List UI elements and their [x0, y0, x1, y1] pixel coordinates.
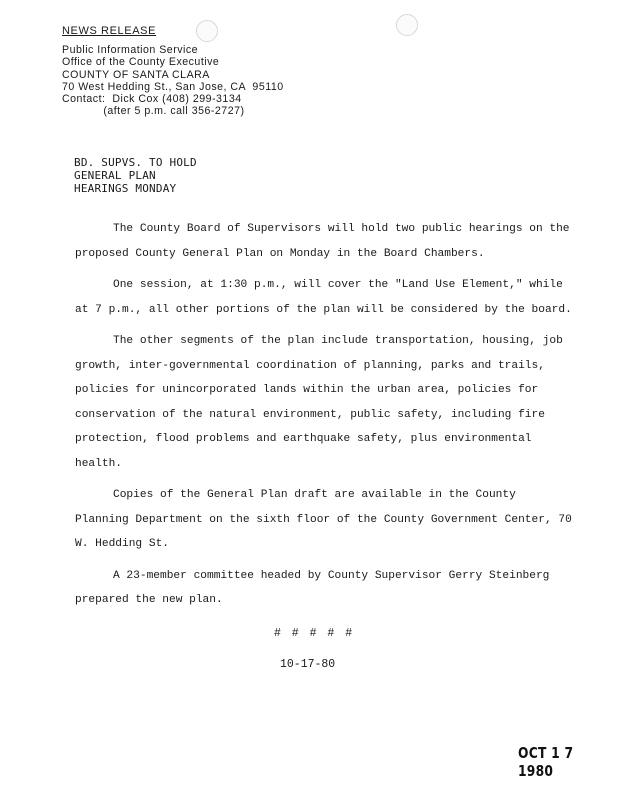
contact-line: Contact: Dick Cox (408) 299-3134: [62, 93, 242, 106]
headline-line: HEARINGS MONDAY: [74, 182, 177, 195]
headline-line: BD. SUPVS. TO HOLD: [74, 156, 197, 169]
office-line: COUNTY OF SANTA CLARA: [62, 68, 210, 81]
punch-hole: [396, 14, 418, 36]
body-paragraph: The other segments of the plan include transportation, housing, job growth, inter-governmental coordination of planning, parks and trails, policies for unincorporated lands within the urban area, policies for conservation of the natural environment, public safety, including fire protection, flood problems and earthquake safety, plus environmental health.: [75, 335, 563, 470]
end-marks: # # # # #: [274, 627, 355, 640]
office-contact-block: [62, 44, 284, 118]
contact-after-hours-line: (after 5 p.m. call 356-2727): [62, 105, 245, 118]
body-paragraph: One session, at 1:30 p.m., will cover the "Land Use Element," while at 7 p.m., all other portions of the plan will be considered by the board.: [75, 279, 572, 316]
release-body: [75, 217, 575, 620]
body-paragraph: The County Board of Supervisors will hold two public hearings on the proposed County General Plan on Monday in the Board Chambers.: [75, 223, 570, 260]
news-release-label: NEWS RELEASE: [62, 25, 157, 37]
office-line: 70 West Hedding St., San Jose, CA 95110: [62, 80, 284, 93]
release-date: 10-17-80: [280, 658, 336, 671]
body-paragraph: Copies of the General Plan draft are available in the County Planning Department on the sixth floor of the County Government Center, 70 W. Hedding St.: [75, 489, 572, 550]
office-line: Public Information Service: [62, 44, 199, 56]
headline-line: GENERAL PLAN: [74, 169, 156, 182]
punch-hole: [196, 20, 218, 42]
headline: [74, 156, 197, 195]
received-date-stamp: OCT 1 7 1980: [518, 744, 574, 780]
body-paragraph: A 23-member committee headed by County Supervisor Gerry Steinberg prepared the new plan.: [75, 569, 550, 606]
office-line: Office of the County Executive: [62, 56, 220, 69]
